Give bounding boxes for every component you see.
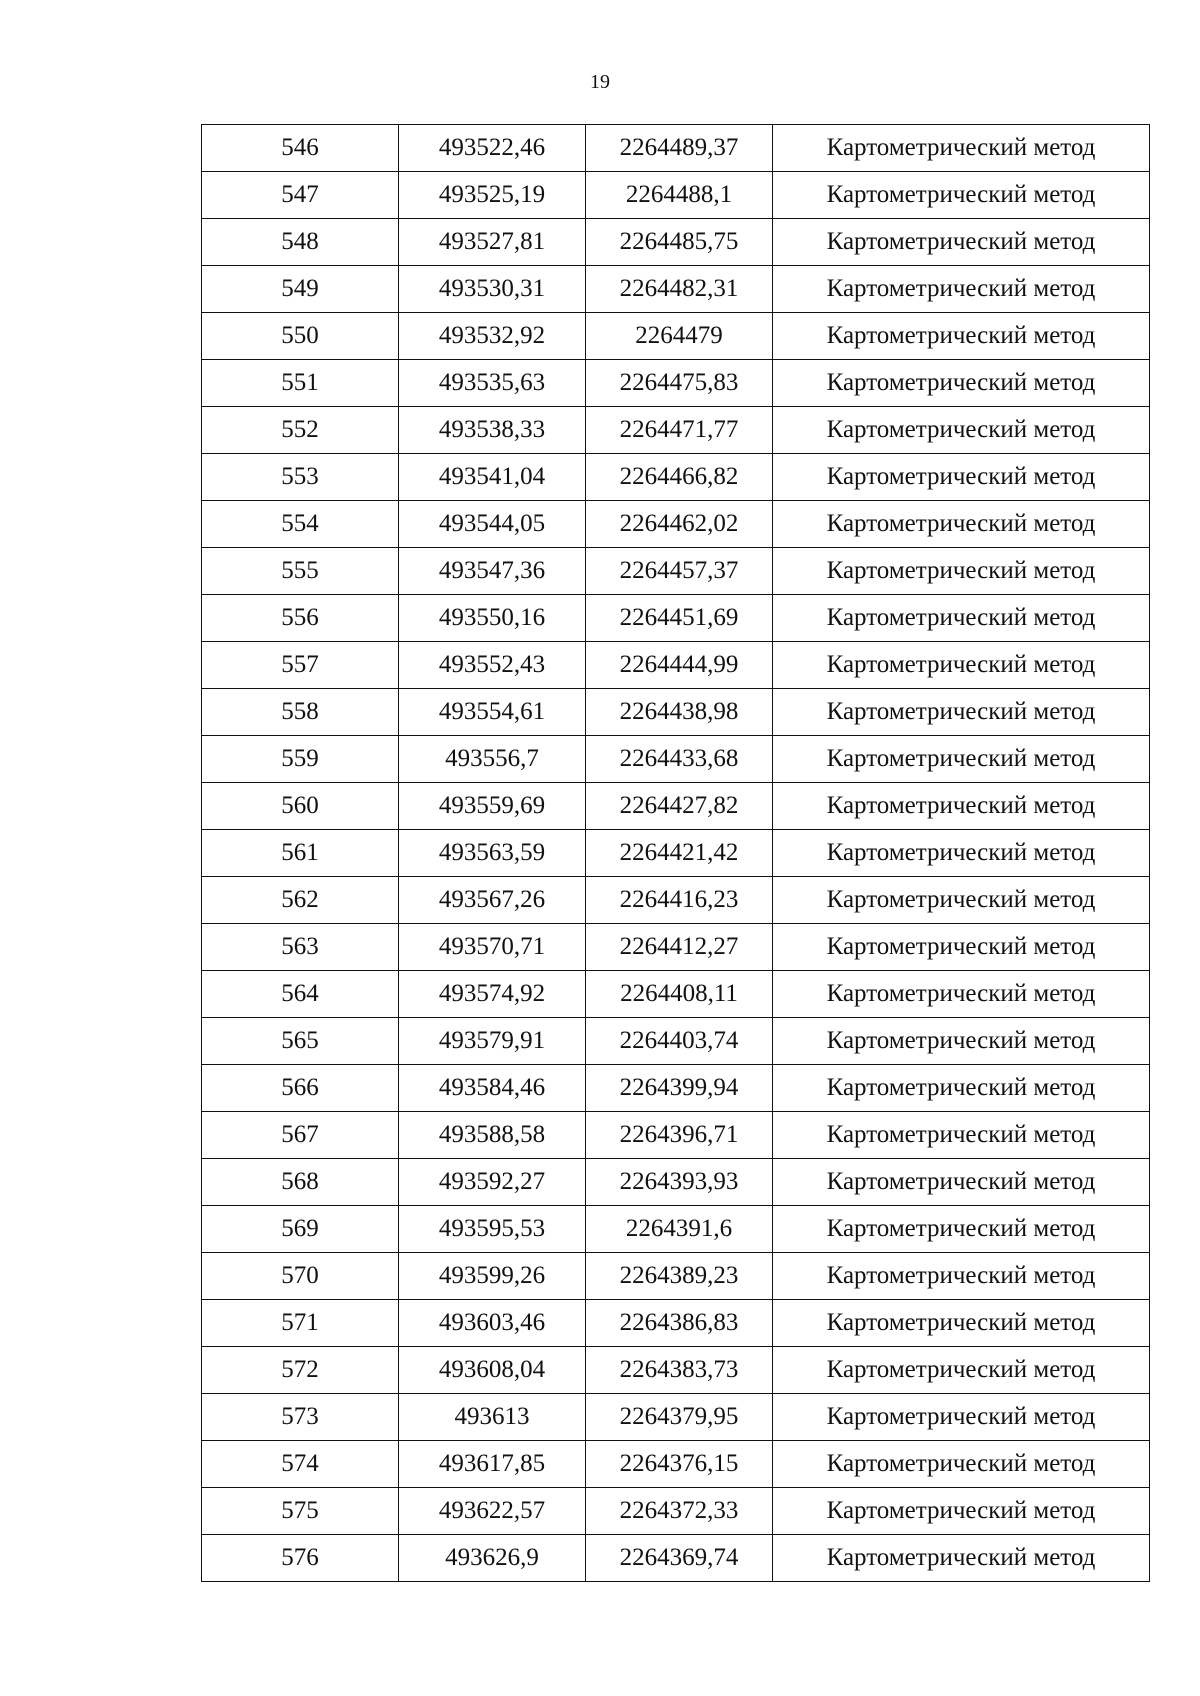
x-coordinate-cell: 493550,16: [399, 595, 586, 642]
table-row: [202, 1206, 1150, 1253]
table-row: [202, 642, 1150, 689]
x-coordinate-cell: 493527,81: [399, 219, 586, 266]
y-coordinate-cell: 2264403,74: [586, 1018, 773, 1065]
point-number-cell: 565: [202, 1018, 399, 1065]
point-number-cell: 549: [202, 266, 399, 313]
x-coordinate-cell: 493579,91: [399, 1018, 586, 1065]
method-cell: Картометрический метод: [773, 924, 1150, 971]
x-coordinate-cell: 493622,57: [399, 1488, 586, 1535]
point-number-cell: 572: [202, 1347, 399, 1394]
method-cell: Картометрический метод: [773, 313, 1150, 360]
y-coordinate-cell: 2264462,02: [586, 501, 773, 548]
point-number-cell: 570: [202, 1253, 399, 1300]
point-number-cell: 552: [202, 407, 399, 454]
method-cell: Картометрический метод: [773, 360, 1150, 407]
y-coordinate-cell: 2264379,95: [586, 1394, 773, 1441]
point-number-cell: 564: [202, 971, 399, 1018]
y-coordinate-cell: 2264444,99: [586, 642, 773, 689]
table-row: [202, 407, 1150, 454]
y-coordinate-cell: 2264412,27: [586, 924, 773, 971]
point-number-cell: 560: [202, 783, 399, 830]
y-coordinate-cell: 2264475,83: [586, 360, 773, 407]
table-row: [202, 1347, 1150, 1394]
point-number-cell: 548: [202, 219, 399, 266]
x-coordinate-cell: 493613: [399, 1394, 586, 1441]
point-number-cell: 553: [202, 454, 399, 501]
x-coordinate-cell: 493563,59: [399, 830, 586, 877]
point-number-cell: 555: [202, 548, 399, 595]
y-coordinate-cell: 2264396,71: [586, 1112, 773, 1159]
table-row: [202, 1253, 1150, 1300]
table-row: [202, 1159, 1150, 1206]
table-row: [202, 501, 1150, 548]
table-row: [202, 689, 1150, 736]
y-coordinate-cell: 2264457,37: [586, 548, 773, 595]
method-cell: Картометрический метод: [773, 1535, 1150, 1582]
table-row: [202, 360, 1150, 407]
method-cell: Картометрический метод: [773, 736, 1150, 783]
point-number-cell: 567: [202, 1112, 399, 1159]
y-coordinate-cell: 2264482,31: [586, 266, 773, 313]
point-number-cell: 546: [202, 125, 399, 172]
y-coordinate-cell: 2264416,23: [586, 877, 773, 924]
method-cell: Картометрический метод: [773, 1065, 1150, 1112]
table-row: [202, 1394, 1150, 1441]
y-coordinate-cell: 2264391,6: [586, 1206, 773, 1253]
x-coordinate-cell: 493532,92: [399, 313, 586, 360]
method-cell: Картометрический метод: [773, 172, 1150, 219]
point-number-cell: 556: [202, 595, 399, 642]
x-coordinate-cell: 493588,58: [399, 1112, 586, 1159]
point-number-cell: 550: [202, 313, 399, 360]
method-cell: Картометрический метод: [773, 501, 1150, 548]
x-coordinate-cell: 493547,36: [399, 548, 586, 595]
table-row: [202, 1535, 1150, 1582]
table-row: [202, 219, 1150, 266]
table-row: [202, 313, 1150, 360]
x-coordinate-cell: 493595,53: [399, 1206, 586, 1253]
x-coordinate-cell: 493567,26: [399, 877, 586, 924]
method-cell: Картометрический метод: [773, 1159, 1150, 1206]
y-coordinate-cell: 2264466,82: [586, 454, 773, 501]
x-coordinate-cell: 493603,46: [399, 1300, 586, 1347]
x-coordinate-cell: 493552,43: [399, 642, 586, 689]
y-coordinate-cell: 2264399,94: [586, 1065, 773, 1112]
y-coordinate-cell: 2264393,93: [586, 1159, 773, 1206]
y-coordinate-cell: 2264386,83: [586, 1300, 773, 1347]
point-number-cell: 576: [202, 1535, 399, 1582]
y-coordinate-cell: 2264471,77: [586, 407, 773, 454]
table-row: [202, 1065, 1150, 1112]
point-number-cell: 574: [202, 1441, 399, 1488]
table-row: [202, 1441, 1150, 1488]
page-number: 19: [590, 71, 610, 93]
table-row: [202, 924, 1150, 971]
point-number-cell: 557: [202, 642, 399, 689]
x-coordinate-cell: 493584,46: [399, 1065, 586, 1112]
y-coordinate-cell: 2264408,11: [586, 971, 773, 1018]
method-cell: Картометрический метод: [773, 1206, 1150, 1253]
point-number-cell: 554: [202, 501, 399, 548]
y-coordinate-cell: 2264488,1: [586, 172, 773, 219]
table-row: [202, 125, 1150, 172]
method-cell: Картометрический метод: [773, 1112, 1150, 1159]
y-coordinate-cell: 2264376,15: [586, 1441, 773, 1488]
y-coordinate-cell: 2264383,73: [586, 1347, 773, 1394]
x-coordinate-cell: 493574,92: [399, 971, 586, 1018]
coordinates-table-body: [202, 125, 1150, 1582]
method-cell: Картометрический метод: [773, 1018, 1150, 1065]
table-row: [202, 1300, 1150, 1347]
x-coordinate-cell: 493592,27: [399, 1159, 586, 1206]
method-cell: Картометрический метод: [773, 1488, 1150, 1535]
method-cell: Картометрический метод: [773, 125, 1150, 172]
method-cell: Картометрический метод: [773, 1441, 1150, 1488]
y-coordinate-cell: 2264427,82: [586, 783, 773, 830]
method-cell: Картометрический метод: [773, 1253, 1150, 1300]
point-number-cell: 562: [202, 877, 399, 924]
method-cell: Картометрический метод: [773, 407, 1150, 454]
method-cell: Картометрический метод: [773, 219, 1150, 266]
x-coordinate-cell: 493599,26: [399, 1253, 586, 1300]
x-coordinate-cell: 493522,46: [399, 125, 586, 172]
table-row: [202, 971, 1150, 1018]
y-coordinate-cell: 2264369,74: [586, 1535, 773, 1582]
point-number-cell: 559: [202, 736, 399, 783]
method-cell: Картометрический метод: [773, 877, 1150, 924]
x-coordinate-cell: 493541,04: [399, 454, 586, 501]
x-coordinate-cell: 493608,04: [399, 1347, 586, 1394]
table-row: [202, 1488, 1150, 1535]
x-coordinate-cell: 493556,7: [399, 736, 586, 783]
point-number-cell: 569: [202, 1206, 399, 1253]
x-coordinate-cell: 493525,19: [399, 172, 586, 219]
table-row: [202, 172, 1150, 219]
method-cell: Картометрический метод: [773, 1347, 1150, 1394]
table-row: [202, 1018, 1150, 1065]
method-cell: Картометрический метод: [773, 454, 1150, 501]
x-coordinate-cell: 493617,85: [399, 1441, 586, 1488]
method-cell: Картометрический метод: [773, 783, 1150, 830]
table-row: [202, 595, 1150, 642]
y-coordinate-cell: 2264438,98: [586, 689, 773, 736]
point-number-cell: 547: [202, 172, 399, 219]
coordinates-table: [201, 124, 1150, 1582]
x-coordinate-cell: 493535,63: [399, 360, 586, 407]
point-number-cell: 573: [202, 1394, 399, 1441]
table-row: [202, 1112, 1150, 1159]
method-cell: Картометрический метод: [773, 1394, 1150, 1441]
method-cell: Картометрический метод: [773, 642, 1150, 689]
table-row: [202, 736, 1150, 783]
point-number-cell: 566: [202, 1065, 399, 1112]
point-number-cell: 563: [202, 924, 399, 971]
x-coordinate-cell: 493554,61: [399, 689, 586, 736]
y-coordinate-cell: 2264433,68: [586, 736, 773, 783]
y-coordinate-cell: 2264479: [586, 313, 773, 360]
point-number-cell: 571: [202, 1300, 399, 1347]
method-cell: Картометрический метод: [773, 595, 1150, 642]
y-coordinate-cell: 2264485,75: [586, 219, 773, 266]
table-row: [202, 454, 1150, 501]
y-coordinate-cell: 2264489,37: [586, 125, 773, 172]
y-coordinate-cell: 2264451,69: [586, 595, 773, 642]
point-number-cell: 551: [202, 360, 399, 407]
x-coordinate-cell: 493559,69: [399, 783, 586, 830]
table-row: [202, 830, 1150, 877]
point-number-cell: 558: [202, 689, 399, 736]
table-row: [202, 783, 1150, 830]
method-cell: Картометрический метод: [773, 548, 1150, 595]
point-number-cell: 568: [202, 1159, 399, 1206]
point-number-cell: 575: [202, 1488, 399, 1535]
y-coordinate-cell: 2264372,33: [586, 1488, 773, 1535]
x-coordinate-cell: 493530,31: [399, 266, 586, 313]
method-cell: Картометрический метод: [773, 1300, 1150, 1347]
point-number-cell: 561: [202, 830, 399, 877]
y-coordinate-cell: 2264421,42: [586, 830, 773, 877]
x-coordinate-cell: 493538,33: [399, 407, 586, 454]
method-cell: Картометрический метод: [773, 830, 1150, 877]
y-coordinate-cell: 2264389,23: [586, 1253, 773, 1300]
x-coordinate-cell: 493626,9: [399, 1535, 586, 1582]
x-coordinate-cell: 493570,71: [399, 924, 586, 971]
method-cell: Картометрический метод: [773, 971, 1150, 1018]
method-cell: Картометрический метод: [773, 689, 1150, 736]
method-cell: Картометрический метод: [773, 266, 1150, 313]
table-row: [202, 877, 1150, 924]
table-row: [202, 266, 1150, 313]
table-row: [202, 548, 1150, 595]
x-coordinate-cell: 493544,05: [399, 501, 586, 548]
